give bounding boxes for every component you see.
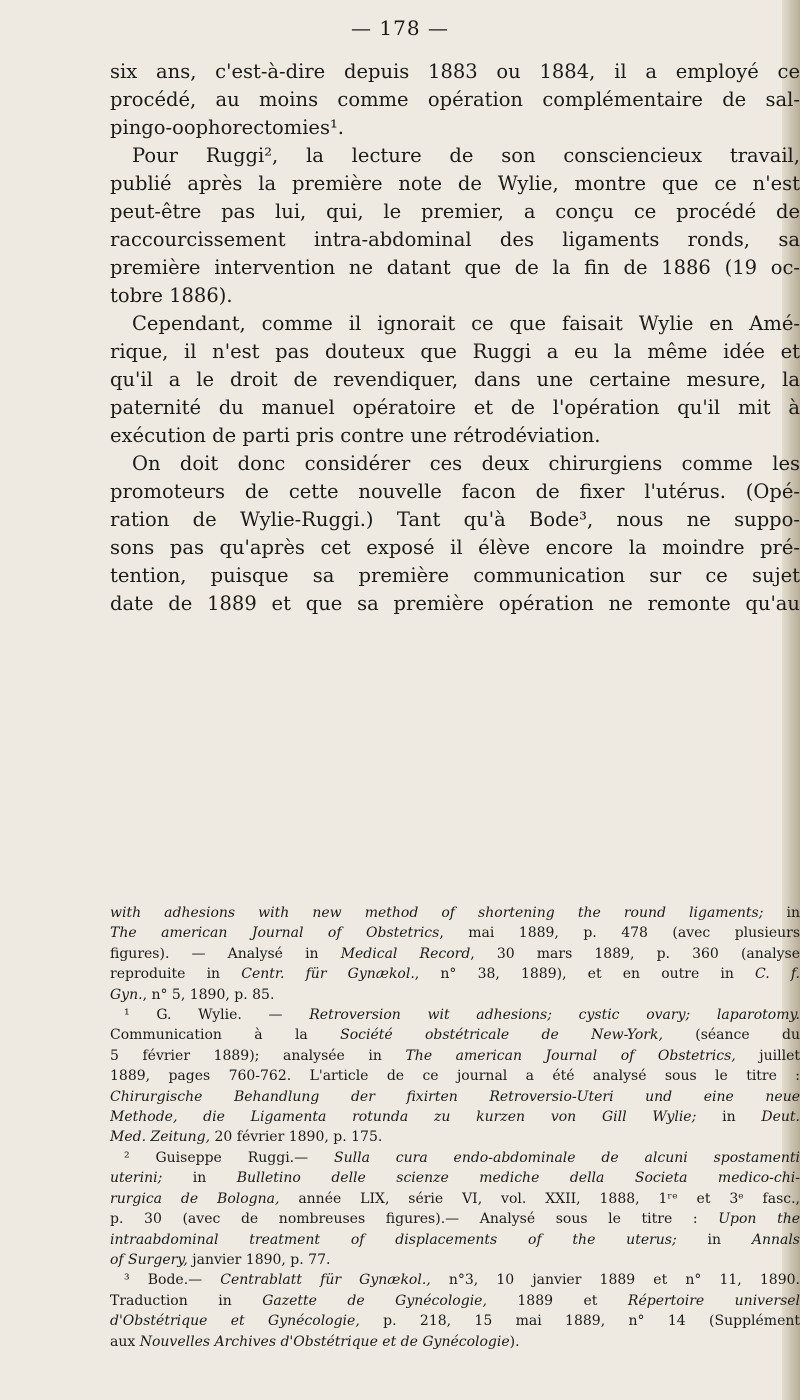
footnote-line: reproduite in Centr. für Gynækol., n° 38, 1889), et en outre in C. f. [110, 966, 800, 983]
footnote-1-line: Med. Zeitung, 20 février 1890, p. 175. [110, 1129, 383, 1146]
footnote-2-line: intraabdominal treatment of displacements of the uterus; in Annals [110, 1231, 800, 1248]
footnote-3-line: ³ Bode.— Centrablatt für Gynækol., n°3, 10 janvier 1889 et n° 11, 1890. [124, 1272, 800, 1289]
text-line: six ans, c'est-à-dire depuis 1883 ou 1884, il a employé ce [110, 60, 800, 83]
footnote-1-line: ¹ G. Wylie. — Retroversion wit adhesions; cystic ovary; laparotomy. [124, 1007, 800, 1024]
text-line: date de 1889 et que sa première opération ne remonte qu'au [110, 592, 800, 615]
footnote-1-line: Chirurgische Behandlung der fixirten Retroversio-Uteri und eine neue [110, 1088, 800, 1105]
text-line: tobre 1886). [110, 284, 233, 307]
text-line: raccourcissement intra-abdominal des ligaments ronds, sa [110, 228, 800, 251]
text-line: Pour Ruggi², la lecture de son consciencieux travail, [132, 144, 800, 167]
footnote-line: figures). — Analysé in Medical Record, 30 mars 1889, p. 360 (analyse [110, 945, 800, 962]
text-line: qu'il a le droit de revendiquer, dans une certaine mesure, la [110, 368, 800, 391]
text-line: rique, il n'est pas douteux que Ruggi a eu la même idée et [110, 340, 800, 363]
text-line: promoteurs de cette nouvelle facon de fixer l'utérus. (Opé- [110, 480, 800, 503]
text-line: ration de Wylie-Ruggi.) Tant qu'à Bode³, nous ne suppo- [110, 508, 800, 531]
footnote-1-line: 1889, pages 760-762. L'article de ce journal a été analysé sous le titre : [110, 1068, 800, 1085]
page-number: — 178 — [351, 16, 449, 40]
main-text [110, 58, 800, 618]
text-line: Cependant, comme il ignorait ce que faisait Wylie en Amé- [132, 312, 800, 335]
text-line: exécution de parti pris contre une rétrodéviation. [110, 424, 601, 447]
footnote-line: with adhesions with new method of shortening the round ligaments; in [110, 905, 800, 921]
text-line: paternité du manuel opératoire et de l'opération qu'il mit à [110, 396, 800, 419]
footnote-2-line: of Surgery, janvier 1890, p. 77. [110, 1251, 331, 1268]
footnote-2-line: uterini; in Bulletino delle scienze mediche della Societa medico-chi- [110, 1170, 800, 1187]
footnote-2-line: rurgica de Bologna, année LIX, série VI, vol. XXII, 1888, 1ʳᵉ et 3ᵉ fasc., [110, 1190, 800, 1207]
footnote-3-line: d'Obstétrique et Gynécologie, p. 218, 15 mai 1889, n° 14 (Supplément [110, 1313, 800, 1330]
text-line: première intervention ne datant que de la fin de 1886 (19 oc- [110, 256, 800, 279]
footnote-3-line: Traduction in Gazette de Gynécologie, 1889 et Répertoire universel [110, 1292, 800, 1309]
footnote-3-line: aux Nouvelles Archives d'Obstétrique et de Gynécologie). [110, 1333, 520, 1350]
text-line: pingo-oophorectomies¹. [110, 116, 344, 139]
footnote-2-line: ² Guiseppe Ruggi.— Sulla cura endo-abdominale de alcuni spostamenti [124, 1149, 800, 1166]
text-line: On doit donc considérer ces deux chirurgiens comme les [132, 452, 800, 475]
text-line: peut-être pas lui, qui, le premier, a conçu ce procédé de [110, 200, 800, 223]
footnote-line: The american Journal of Obstetrics, mai 1889, p. 478 (avec plusieurs [110, 925, 800, 942]
text-line: publié après la première note de Wylie, montre que ce n'est [110, 172, 800, 195]
footnote-1-line: Communication à la Société obstétricale de New-York, (séance du [110, 1027, 800, 1044]
text-line: procédé, au moins comme opération complémentaire de sal- [110, 88, 800, 111]
text-line: tention, puisque sa première communication sur ce sujet [110, 564, 800, 587]
footnote-1-line: 5 février 1889); analysée in The american Journal of Obstetrics, juillet [110, 1047, 800, 1064]
footnote-1-line: Methode, die Ligamenta rotunda zu kurzen von Gill Wylie; in Deut. [110, 1109, 800, 1126]
footnotes [110, 903, 800, 1352]
footnote-2-line: p. 30 (avec de nombreuses figures).— Analysé sous le titre : Upon the [110, 1211, 800, 1228]
footnote-line: Gyn., n° 5, 1890, p. 85. [110, 986, 275, 1003]
text-line: sons pas qu'après cet exposé il élève encore la moindre pré- [110, 536, 800, 559]
